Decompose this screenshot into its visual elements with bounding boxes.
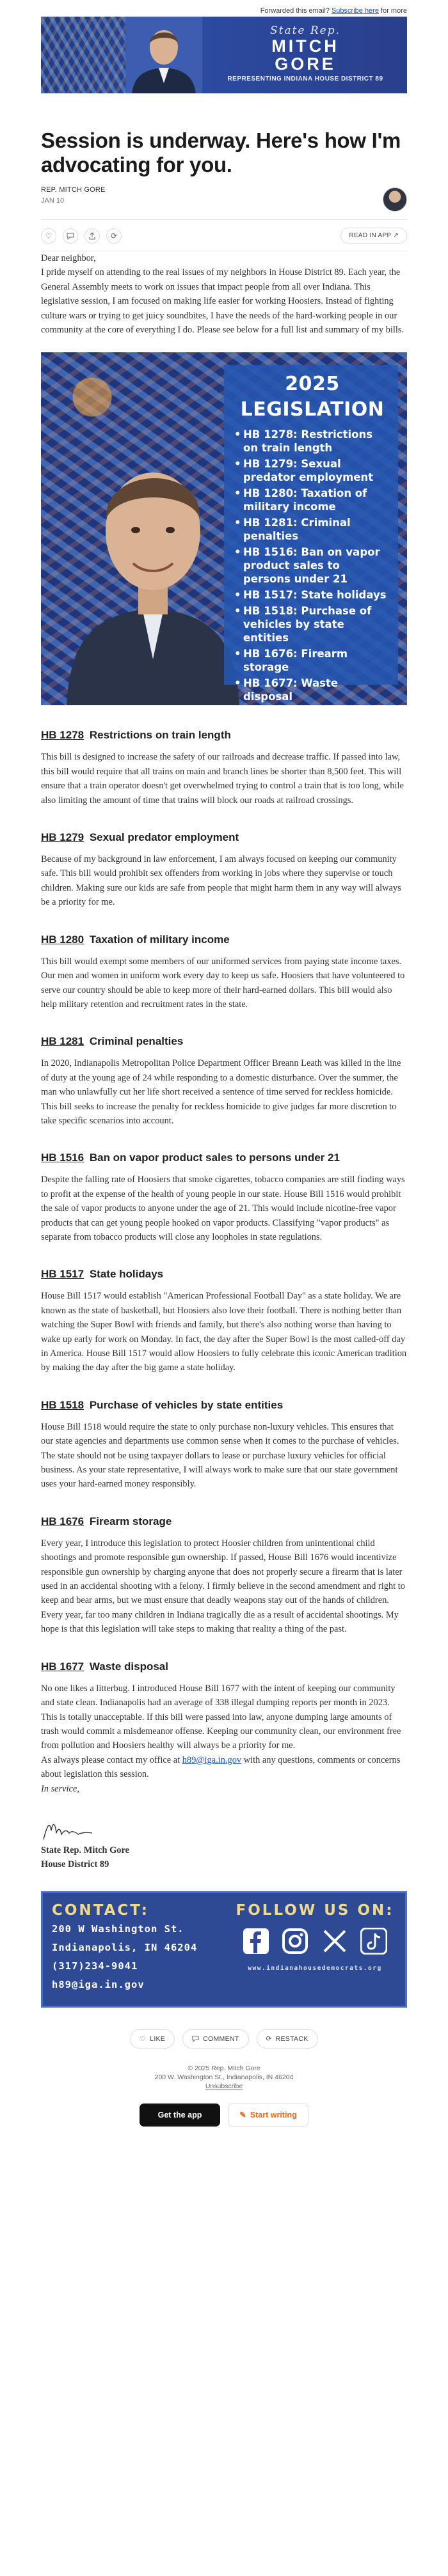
legislation-item: • HB 1677: Waste disposal [234, 676, 390, 703]
bill-description: House Bill 1517 would establish "American Professional Football Day" as a state holiday. We are known as the state of basketball, but Hoosiers also love their football. There is nothing better than watching the Super Bowl with friends and family, but there's also nothing worse than having to wake up early for work on Monday. In fact, the day after the Super Bowl is the most called-off day in America. House Bill 1517 would allow Hoosiers to fully celebrate this iconic American tradition by making the day after the big game a state holiday. [41, 1291, 407, 1373]
bill-link[interactable]: HB 1517 [41, 1268, 84, 1281]
bill-heading [41, 1660, 407, 1674]
bill-link[interactable]: HB 1280 [41, 933, 84, 946]
comment-icon [192, 2035, 199, 2042]
legislation-item: • HB 1278: Restrictions on train length [234, 428, 390, 455]
legislation-item: • HB 1281: Criminal penalties [234, 516, 390, 543]
legislation-item: • HB 1516: Ban on vapor product sales to persons under 21 [234, 545, 390, 586]
post-body [41, 251, 407, 1872]
contact-address-1: 200 W Washington St. [52, 1923, 184, 1935]
bill-heading [41, 728, 407, 742]
banner-title [212, 24, 398, 82]
copyright: © 2025 Rep. Mitch Gore [188, 2064, 260, 2072]
bill-heading [41, 1515, 407, 1529]
intro-paragraph: I pride myself on attending to the real issues of my neighbors in House District 89. Each year, the General Assembly meets to work on issues that impact people from all over Indiana. This legislative session, I am focused on making life easier for working Hoosiers. Instead of fighting culture wars or trying to get juicy soundbites, I have the needs of the hard-working people in our community at the core of everything I do. Please see below for a full list and summary of my bills. [41, 267, 404, 336]
bill-description: In 2020, Indianapolis Metropolitan Police Department Officer Breann Leath was killed in the line of duty at the young age of 24 while responding to a domestic disturbance. Over the summer, the man who unlawfully cut her life short received a sentence of time served for reckless homicide. This bill seeks to increase the penalty for reckless homicide to give judges far more discretion to take specific scenarios into account. [41, 1058, 401, 1126]
bill-title: Waste disposal [89, 1660, 168, 1673]
avatar[interactable] [383, 187, 407, 212]
read-in-app-button[interactable]: READ IN APP ↗ [340, 228, 407, 244]
forward-text: Forwarded this email? [260, 7, 330, 15]
signature [41, 1818, 407, 1843]
x-icon[interactable] [320, 1926, 349, 1956]
restack-icon[interactable]: ⟳ [106, 228, 122, 244]
footer-address: 200 W. Washington St., Indianapolis, IN 46204 [154, 2073, 294, 2081]
forward-suffix: for more [381, 7, 407, 15]
contact-address-2: Indianapolis, IN 46204 [52, 1941, 198, 1953]
bill-title: Purchase of vehicles by state entities [89, 1398, 284, 1411]
rep-photo-image [67, 423, 239, 705]
unsubscribe-link[interactable]: Unsubscribe [205, 2082, 243, 2090]
bill-description: No one likes a litterbug. I introduced House Bill 1677 with the intent of keeping our community and state clean. Indianapolis had an average of 338 illegal dumping reports per month in 2023. This is totally unacceptable. If this bill were passed into law, anyone dumping large amounts of trash would commit a misdemeanor offense. Keeping our community clean, our environment free from pollution and Hoosiers healthy will always be a priority for me. [41, 1683, 401, 1751]
banner-line-4: REPRESENTING INDIANA HOUSE DISTRICT 89 [227, 75, 383, 82]
bill-link[interactable]: HB 1518 [41, 1398, 84, 1411]
legislation-item: • HB 1279: Sexual predator employment [234, 457, 390, 484]
bottom-actions [41, 2029, 407, 2049]
bill-description: Despite the falling rate of Hoosiers that smoke cigarettes, tobacco companies are still finding ways to profit at the expense of the health of young people in our state. House Bill 1516 would prohibit the sale of vapor products to anyone under the age of 21. This would include nicotine-free vapor products that can get young people hooked on vapor products. Classifying "vapor products" as separate from tobacco products will close any loopholes in state regulations. [41, 1175, 405, 1242]
bill-section-hb1278 [41, 728, 407, 808]
contact-text-before: As always please contact my office at [41, 1754, 182, 1765]
cta-row [41, 2104, 407, 2127]
facebook-icon[interactable] [241, 1926, 271, 1956]
post-actions-bar [41, 219, 407, 251]
legislation-item: • HB 1517: State holidays [234, 588, 390, 602]
post-date: JAN 10 [41, 197, 65, 205]
bill-section-hb1281 [41, 1034, 407, 1128]
bill-link[interactable]: HB 1677 [41, 1660, 84, 1673]
restack-label: RESTACK [275, 2034, 308, 2043]
bill-heading [41, 1151, 407, 1165]
contact-text-after: with any questions, comments or concerns about legislation this session. [41, 1754, 401, 1780]
signer-district: House District 89 [41, 1859, 109, 1870]
restack-icon: ⟳ [266, 2034, 272, 2043]
bill-heading [41, 1267, 407, 1281]
get-app-button[interactable]: Get the app [140, 2104, 220, 2127]
restack-button[interactable] [257, 2029, 318, 2049]
bill-title: Ban on vapor product sales to persons under 21 [89, 1151, 340, 1164]
bill-description: This bill would exempt some members of our uniformed services from paying state income taxes. Our men and women in uniform work every day to keep us safe. Hoosiers that have volunteered to serve our country should be able to keep more of their hard-earned dollars. This bill would also help military retention and recruitment rates in the state. [41, 956, 405, 1010]
post-title[interactable]: Session is underway. Here's how I'm advocating for you. [41, 129, 401, 176]
tiktok-icon[interactable] [359, 1926, 388, 1956]
legislation-list [234, 428, 390, 703]
contact-heading: CONTACT: [52, 1901, 149, 1919]
legislation-item: • HB 1280: Taxation of military income [234, 487, 390, 513]
comment-icon[interactable] [63, 228, 78, 244]
bill-description: Because of my background in law enforcement, I am always focused on keeping our community safe. This bill would prohibit sex offenders from working in jobs where they supervise or touch children. Making sure our kids are safe from people that might harm them in any way will always be a priority for me. [41, 854, 401, 908]
bill-section-hb1677 [41, 1660, 407, 1753]
heart-icon: ♡ [140, 2034, 147, 2043]
comment-label: COMMENT [203, 2034, 239, 2043]
bill-section-hb1280 [41, 933, 407, 1012]
bill-title: Criminal penalties [89, 1035, 184, 1048]
bill-description: House Bill 1518 would require the state to only purchase non-luxury vehicles. This ensures that our state agencies and departments use common sense when it comes to the purchase of vehicles. The state should not be using taxpayer dollars to lease or purchase luxury vehicles for official business. As your state representative, I will always work to make sure that our state government uses your hard-earned money responsibly. [41, 1421, 399, 1490]
banner-line-2: MITCH [271, 36, 339, 56]
instagram-icon[interactable] [280, 1926, 310, 1956]
byline [41, 186, 407, 219]
contact-block [52, 1902, 220, 1993]
bill-section-hb1516 [41, 1151, 407, 1244]
bill-link[interactable]: HB 1279 [41, 831, 84, 844]
share-icon[interactable] [84, 228, 100, 244]
pen-icon: ✎ [239, 2111, 246, 2120]
bill-link[interactable]: HB 1281 [41, 1035, 84, 1048]
closing: In service, [41, 1783, 79, 1794]
website-url[interactable]: www.indianahousedemocrats.org [248, 1964, 382, 1972]
start-writing-label: Start writing [250, 2110, 297, 2119]
bill-section-hb1279 [41, 831, 407, 910]
signer-name: State Rep. Mitch Gore [41, 1845, 130, 1855]
banner-line-1: State Rep. [269, 24, 341, 37]
follow-block [234, 1902, 396, 1972]
like-icon[interactable]: ♡ [41, 228, 56, 244]
like-button[interactable] [130, 2029, 175, 2049]
like-label: LIKE [150, 2034, 166, 2043]
signature-text: Mitch [79, 1830, 81, 1831]
bill-description: Every year, I introduce this legislation to protect Hoosier children from unintentional child shootings and promote responsible gun ownership. If passed, House Bill 1676 would incentivize responsible gun ownership by charging anyone that does not properly secure a firearm that is later used in an accidental shooting with a felony. I firmly believe in the second amendment and right to keep and bear arms, but we must ensure that deadly weapons stay out of the hands of children. Every year, far too many children in Indiana tragically die as a result of accidental shootings. My hope is that this legislation will take steps to making that reality a thing of the past. [41, 1538, 405, 1635]
bill-title: Sexual predator employment [89, 831, 239, 844]
author-name[interactable]: REP. MITCH GORE [41, 186, 106, 194]
greeting: Dear neighbor, [41, 253, 96, 263]
contact-email-link[interactable]: h89@iga.in.gov [182, 1754, 242, 1765]
bill-section-hb1518 [41, 1398, 407, 1492]
legal-footer [41, 2064, 407, 2091]
legislation-graphic [41, 352, 407, 705]
social-icons [234, 1926, 396, 1956]
bill-heading [41, 1034, 407, 1049]
contact-paragraph [41, 1753, 407, 1782]
legislation-item: • HB 1518: Purchase of vehicles by state entities [234, 604, 390, 644]
contact-banner [41, 1891, 407, 2008]
legislation-title: 2025 LEGISLATION [240, 373, 385, 421]
email-container [41, 0, 407, 2127]
comment-button[interactable] [182, 2029, 248, 2049]
contact-email: h89@iga.in.gov [52, 1978, 145, 1990]
bill-title: State holidays [89, 1268, 164, 1281]
legislation-item: • HB 1676: Firearm storage [234, 647, 390, 674]
bill-heading [41, 831, 407, 845]
bill-title: Firearm storage [89, 1515, 172, 1527]
header-banner [41, 17, 407, 93]
bill-link[interactable]: HB 1278 [41, 729, 84, 742]
banner-line-3: GORE [275, 54, 336, 74]
bill-title: Taxation of military income [89, 933, 230, 946]
forward-notice [41, 0, 407, 17]
signature-image [41, 1818, 111, 1843]
subscribe-link[interactable]: Subscribe here [331, 7, 379, 15]
bill-title: Restrictions on train length [89, 729, 231, 742]
bill-link[interactable]: HB 1676 [41, 1515, 84, 1527]
bill-heading [41, 933, 407, 947]
bill-heading [41, 1398, 407, 1412]
follow-heading: FOLLOW US ON: [236, 1901, 394, 1919]
stained-glass-image [41, 17, 137, 93]
read-in-app-label: READ IN APP [349, 232, 392, 239]
bill-section-hb1517 [41, 1267, 407, 1375]
contact-phone: (317)234-9041 [52, 1960, 138, 1972]
bill-description: This bill is designed to increase the safety of our railroads and decrease traffic. If passed into law, this bill would require that all trains on main and branch lines be shorter than 8,500 feet. This will ensure that a train operator doesn't get overwhelmed trying to control a train that is too long, while also limiting the amount of time that trains will block our roads at railroad crossings. [41, 752, 404, 806]
bill-link[interactable]: HB 1516 [41, 1151, 84, 1164]
bill-section-hb1676 [41, 1515, 407, 1637]
legislation-panel [224, 365, 398, 703]
rep-portrait-image [125, 17, 202, 93]
start-writing-button[interactable] [228, 2104, 308, 2127]
